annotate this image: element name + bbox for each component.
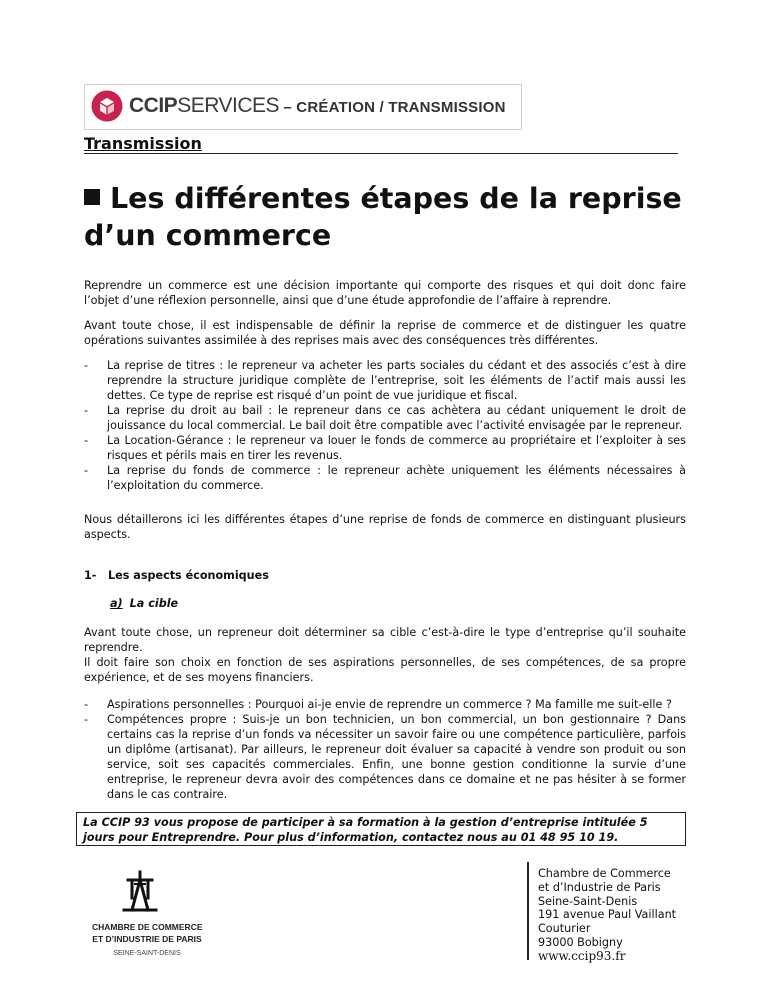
- list-item: - Aspirations personnelles : Pourquoi ai-je envie de reprendre un commerce ? Ma famille me suit-elle ?: [84, 698, 672, 711]
- list-item-text: La reprise du droit au bail : le repreneur dans ce cas achètera au cédant uniquement le droit de jouissance du local commercial. Le bail doit être compatible avec l’activité envisagée par le repreneur.: [107, 404, 686, 432]
- list-item: - La reprise de titres : le repreneur va acheter les parts sociales du cédant et des associés c’est à dire reprendre la structure juridique complète de l’entreprise, soit les éléments de l’actif mais aussi les dettes. Ce type de reprise est risqué d’un point de vue juridique et fiscal.: [84, 359, 686, 402]
- cible-paragraph-2: Il doit faire son choix en fonction de ses aspirations personnelles, de ses compétences, de sa propre expérience, et de ses moyens financiers.: [84, 656, 686, 684]
- address-line: 191 avenue Paul Vaillant: [538, 908, 677, 922]
- cci-line-1: CHAMBRE DE COMMERCE: [92, 922, 203, 932]
- list-item: - La reprise du fonds de commerce : le repreneur achète uniquement les éléments nécessaires à l’exploitation du commerce.: [84, 464, 686, 492]
- definition-paragraph: Avant toute chose, il est indispensable de définir la reprise de commerce et de distinguer les quatre opérations suivantes assimilée à des reprises mais avec des conséquences très différentes.: [84, 319, 686, 347]
- ccip-services-logo: [84, 84, 522, 130]
- list-item-text: La reprise de titres : le repreneur va acheter les parts sociales du cédant et des associés c’est à dire reprendre la structure juridique complète de l’entreprise, soit les éléments de l’actif mais aussi les dettes. Ce type de reprise est risqué d’un point de vue juridique et fiscal.: [107, 359, 686, 402]
- subsection-letter: a): [110, 597, 123, 610]
- cci-paris-emblem-icon: [120, 870, 160, 920]
- website-link[interactable]: www.ccip93.fr: [538, 948, 626, 963]
- section-heading-text: Les aspects économiques: [108, 569, 269, 582]
- list-item: - La reprise du droit au bail : le repreneur dans ce cas achètera au cédant uniquement le droit de jouissance du local commercial. Le bail doit être compatible avec l’activité envisagée par le repreneur.: [84, 404, 686, 432]
- cible-paragraph-1: Avant toute chose, un repreneur doit déterminer sa cible c’est-à-dire le type d’entreprise qu’il souhaite reprendre.: [84, 626, 686, 654]
- list-item: - Compétences propre : Suis-je un bon technicien, un bon commercial, un bon gestionnaire ? Dans certains cas la reprise d’un fonds va nécessiter un savoir faire ou une compétence particulière, parfois un diplôme (artisanat). Par ailleurs, le repreneur doit évaluer sa capacité à vendre son produit ou son service, soit ses capacités commerciales. Enfin, une bonne gestion conditionne la survie d’une entreprise, le repreneur devra avoir des compétences dans ce domaine et ne pas hésiter à se former dans le cas contraire.: [84, 713, 686, 801]
- section-heading-economiques: [84, 569, 269, 582]
- list-item-text: La Location-Gérance : le repreneur va louer le fonds de commerce au propriétaire et l’exploiter à ses risques et périls mais en tirer les revenus.: [107, 434, 686, 462]
- intro-paragraph: Reprendre un commerce est une décision importante qui comporte des risques et qui doit donc faire l’objet d’une réflexion personnelle, ainsi que d’une étude approfondie de l’affaire à reprendre.: [84, 279, 686, 307]
- cci-line-3: SEINE-SAINT-DENIS: [113, 950, 181, 957]
- address-line: 93000 Bobigny: [538, 935, 623, 949]
- cci-paris-logo: [92, 870, 202, 962]
- list-item-text: Aspirations personnelles : Pourquoi ai-je envie de reprendre un commerce ? Ma famille me suit-elle ?: [107, 698, 672, 711]
- ccip-globe-logo-icon: [91, 90, 123, 122]
- logo-ccip-text: CCIP: [129, 94, 178, 117]
- title-line-1: Les différentes étapes de la reprise: [110, 182, 682, 215]
- detail-paragraph: Nous détaillerons ici les différentes étapes d’une reprise de fonds de commerce en distinguant plusieurs aspects.: [84, 513, 686, 541]
- section-number: 1-: [84, 569, 97, 582]
- address-line: et d’Industrie de Paris: [538, 880, 661, 894]
- criteria-list: [84, 697, 686, 802]
- logo-wordmark: [129, 94, 506, 120]
- title-line-2: d’un commerce: [84, 219, 332, 252]
- address-line: Chambre de Commerce: [538, 867, 671, 880]
- logo-subtitle: – CRÉATION / TRANSMISSION: [279, 99, 506, 116]
- list-item-text: Compétences propre : Suis-je un bon technicien, un bon commercial, un bon gestionnaire ? Dans certains cas la reprise d’un fonds va nécessiter un savoir faire ou une compétence particulière, parfois un diplôme (artisanat). Par ailleurs, le repreneur doit évaluer sa capacité à vendre son produit ou son service, soit ses capacités commerciales. Enfin, une bonne gestion conditionne la survie d’une entreprise, le repreneur devra avoir des compétences dans ce domaine et ne pas hésiter à se former dans le cas contraire.: [107, 713, 686, 801]
- list-item: - La Location-Gérance : le repreneur va louer le fonds de commerce au propriétaire et l’exploiter à ses risques et périls mais en tirer les revenus.: [84, 434, 686, 462]
- section-title: Transmission: [84, 134, 202, 153]
- address-divider: [527, 862, 529, 960]
- training-callout-box: La CCIP 93 vous propose de participer à sa formation à la gestion d’entreprise intitulée 5 jours pour Entreprendre. Pour plus d’information, contactez nous au 01 48 95 10 19.: [76, 812, 686, 846]
- address-block: [538, 867, 676, 964]
- black-square-bullet-icon: [84, 189, 100, 205]
- logo-services-text: SERVICES: [177, 94, 280, 117]
- subsection-heading-text: La cible: [129, 597, 179, 610]
- address-line: Couturier: [538, 922, 591, 936]
- address-line: Seine-Saint-Denis: [538, 894, 638, 908]
- page-title: [84, 180, 684, 254]
- list-item-text: La reprise du fonds de commerce : le repreneur achète uniquement les éléments nécessaires à l’exploitation du commerce.: [107, 464, 686, 492]
- operations-list: [84, 358, 686, 493]
- subsection-heading-cible: [110, 597, 178, 610]
- cci-line-2: ET D’INDUSTRIE DE PARIS: [92, 934, 202, 944]
